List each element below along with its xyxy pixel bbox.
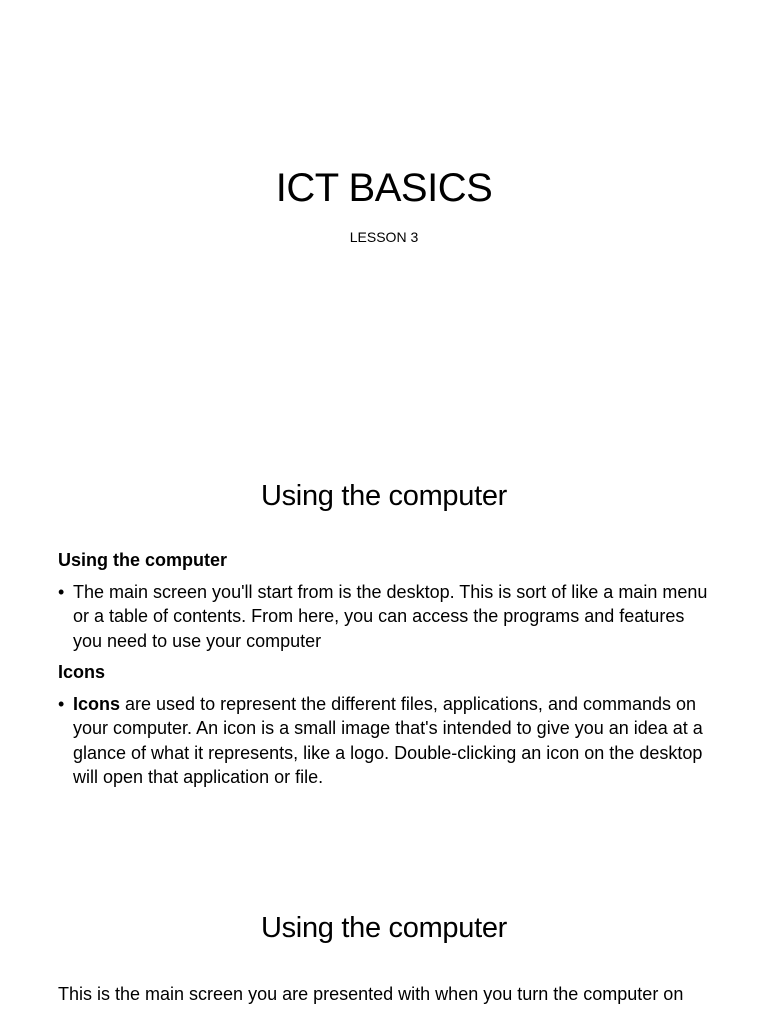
bullet-text: The main screen you'll start from is the desktop. This is sort of like a main menu or a table of contents. From here, you can access the programs and features you need to use your computer [73, 581, 708, 651]
body-paragraph: This is the main screen you are presented with when you turn the computer on [58, 984, 684, 1004]
title-slide [0, 0, 768, 432]
bullet-item [58, 692, 718, 790]
slide-body [58, 548, 718, 797]
bullet-text: are used to represent the different files, applications, and commands on your computer. An icon is a small image that's intended to give you an idea at a glance of what it represents, like a logo. Double-clicking an icon on the desktop will open that application or file. [73, 693, 703, 787]
slide-heading: Using the computer [260, 480, 508, 512]
section-heading-icons: Icons [58, 662, 106, 682]
slide-subtitle: LESSON 3 [349, 229, 419, 245]
bullet-symbol: • [58, 581, 65, 602]
slide-body [58, 982, 718, 1007]
bullet-bold-term: Icons [73, 693, 121, 714]
bullet-symbol: • [58, 693, 65, 714]
slide-title: ICT BASICS [275, 166, 493, 210]
section-heading-using-computer: Using the computer [58, 550, 228, 570]
content-slide-using-computer [0, 432, 768, 864]
slide-heading: Using the computer [260, 912, 508, 944]
content-slide-main-screen [0, 864, 768, 1024]
bullet-item [58, 580, 718, 654]
